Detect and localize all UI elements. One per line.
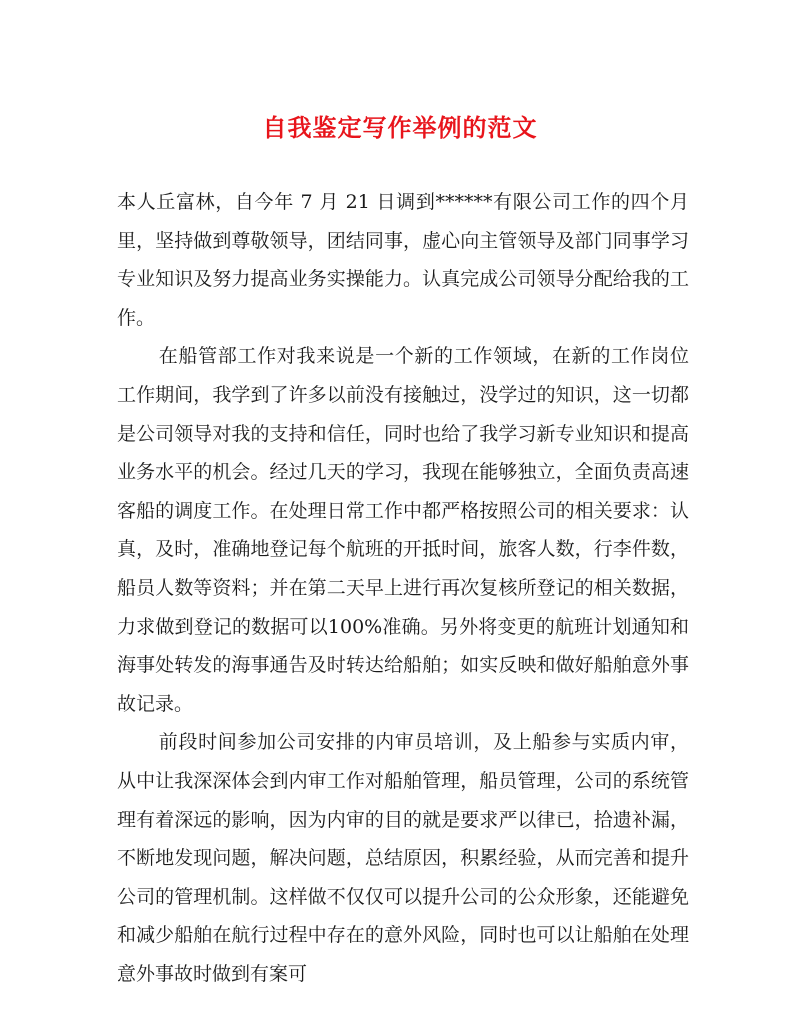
paragraph-2: 在船管部工作对我来说是一个新的工作领域，在新的工作岗位工作期间，我学到了许多以前没有接触过，没学过的知识，这一切都是公司领导对我的支持和信任，同时也给了我学习新专业知识和提高业务水平的机会。经过几天的学习，我现在能够独立，全面负责高速客船的调度工作。在处理日常工作中都严格按照公司的相关要求：认真，及时，准确地登记每个航班的开抵时间，旅客人数，行李件数，船员人数等资料；并在第二天早上进行再次复核所登记的相关数据，力求做到登记的数据可以100%准确。另外将变更的航班计划通知和海事处转发的海事通告及时转达给船舶；如实反映和做好船舶意外事故记录。 — [117, 345, 689, 715]
paragraph-1: 本人丘富林，自今年 7 月 21 日调到******有限公司工作的四个月里，坚持做到尊敬领导，团结同事，虚心向主管领导及部门同事学习专业知识及努力提高业务实操能力。认真完成公司领导分配给我的工作。 — [117, 191, 689, 329]
paragraph-3: 前段时间参加公司安排的内审员培训，及上船参与实质内审，从中让我深深体会到内审工作对船舶管理，船员管理，公司的系统管理有着深远的影响，因为内审的目的就是要求严以律已，拾遗补漏，不断地发现问题，解决问题，总结原因，积累经验，从而完善和提升公司的管理机制。这样做不仅仅可以提升公司的公众形象，还能避免和减少船舶在航行过程中存在的意外风险，同时也可以让船舶在处理意外事故时做到有案可 — [117, 731, 689, 985]
document-body — [117, 183, 689, 993]
document-title: 自我鉴定写作举例的范文 — [262, 113, 538, 142]
